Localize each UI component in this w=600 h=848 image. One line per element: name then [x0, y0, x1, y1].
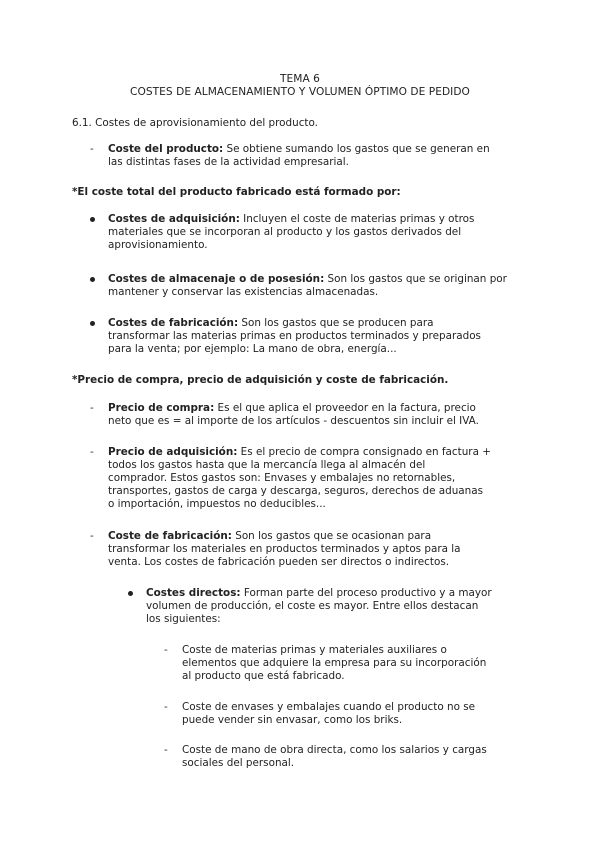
list-item — [108, 402, 479, 428]
item-text: volumen de producción, el coste es mayor. Entre ellos destacan — [146, 600, 479, 612]
item-text: Son los gastos que se ocasionan para — [231, 530, 432, 542]
item-text: mantener y conservar las existencias almacenadas. — [108, 286, 379, 298]
item-text: Incluyen el coste de materias primas y otros — [239, 213, 475, 225]
item-text: Forman parte del proceso productivo y a mayor — [240, 587, 492, 599]
precio-heading: *Precio de compra, precio de adquisición y coste de fabricación. — [72, 374, 449, 386]
item-text: todos los gastos hasta que la mercancía llega al almacén del — [108, 459, 426, 471]
item-text: aprovisionamiento. — [108, 239, 208, 251]
bullet-icon — [90, 213, 95, 222]
dash-marker: - — [164, 644, 168, 656]
item-text: comprador. Estos gastos son: Envases y embalajes no retornables, — [108, 472, 456, 484]
item-text: o importación, impuestos no deducibles... — [108, 498, 326, 510]
dash-marker: - — [90, 143, 94, 155]
bullet-icon — [90, 273, 95, 282]
item-text: Es el que aplica el proveedor en la factura, precio — [214, 402, 476, 414]
item-text: venta. Los costes de fabricación pueden ser directos o indirectos. — [108, 556, 450, 568]
item-text: Son los gastos que se originan por — [324, 273, 507, 285]
item-text: Coste de mano de obra directa, como los salarios y cargas — [182, 744, 487, 756]
list-item — [108, 213, 474, 252]
dash-marker: - — [90, 402, 94, 414]
item-label: Costes de almacenaje o de posesión: — [108, 273, 325, 285]
page-title: COSTES DE ALMACENAMIENTO Y VOLUMEN ÓPTIMO DE PEDIDO — [130, 86, 470, 98]
tema-number: TEMA 6 — [280, 73, 320, 85]
list-item — [108, 317, 481, 356]
item-text: transformar los materiales en productos terminados y aptos para la — [108, 543, 461, 555]
item-text: transformar las materias primas en productos terminados y preparados — [108, 330, 481, 342]
item-text: Coste de materias primas y materiales auxiliares o — [182, 644, 447, 656]
item-text: elementos que adquiere la empresa para su incorporación — [182, 657, 487, 669]
dash-marker: - — [90, 446, 94, 458]
list-item — [108, 446, 491, 511]
sub-list-item — [182, 701, 475, 727]
bullet-icon — [128, 587, 133, 596]
item-text: Coste de envases y embalajes cuando el producto no se — [182, 701, 476, 713]
item-text: los siguientes: — [146, 613, 221, 625]
item-text: transportes, gastos de carga y descarga, seguros, derechos de aduanas — [108, 485, 484, 497]
item-label: Costes directos: — [146, 587, 241, 599]
list-item — [108, 273, 507, 299]
dash-marker: - — [90, 530, 94, 542]
item-text: al producto que está fabricado. — [182, 670, 345, 682]
item-label: Precio de compra: — [108, 402, 215, 414]
item-text: Son los gastos que se producen para — [238, 317, 434, 329]
item-label: Precio de adquisición: — [108, 446, 238, 458]
item-label: Coste del producto: — [108, 143, 224, 155]
item-text: para la venta; por ejemplo: La mano de obra, energía... — [108, 343, 397, 355]
item-label: Coste de fabricación: — [108, 530, 232, 542]
item-text: sociales del personal. — [182, 757, 295, 769]
item-label: Costes de adquisición: — [108, 213, 240, 225]
coste-total-heading: *El coste total del producto fabricado está formado por: — [72, 186, 401, 198]
item-text: Se obtiene sumando los gastos que se generan en — [223, 143, 490, 155]
item-text: puede vender sin envasar, como los briks. — [182, 714, 403, 726]
coste-producto-item — [108, 143, 490, 169]
bullet-icon — [90, 317, 95, 326]
item-text: las distintas fases de la actividad empresarial. — [108, 156, 349, 168]
list-item — [146, 587, 492, 626]
sub-list-item — [182, 644, 486, 683]
section-heading: 6.1. Costes de aprovisionamiento del producto. — [72, 117, 318, 129]
item-text: Es el precio de compra consignado en factura + — [237, 446, 491, 458]
dash-marker: - — [164, 701, 168, 713]
item-label: Costes de fabricación: — [108, 317, 239, 329]
item-text: materiales que se incorporan al producto y los gastos derivados del — [108, 226, 462, 238]
sub-list-item — [182, 744, 487, 770]
dash-marker: - — [164, 744, 168, 756]
item-text: neto que es = al importe de los artículos - descuentos sin incluir el IVA. — [108, 415, 479, 427]
list-item — [108, 530, 461, 569]
